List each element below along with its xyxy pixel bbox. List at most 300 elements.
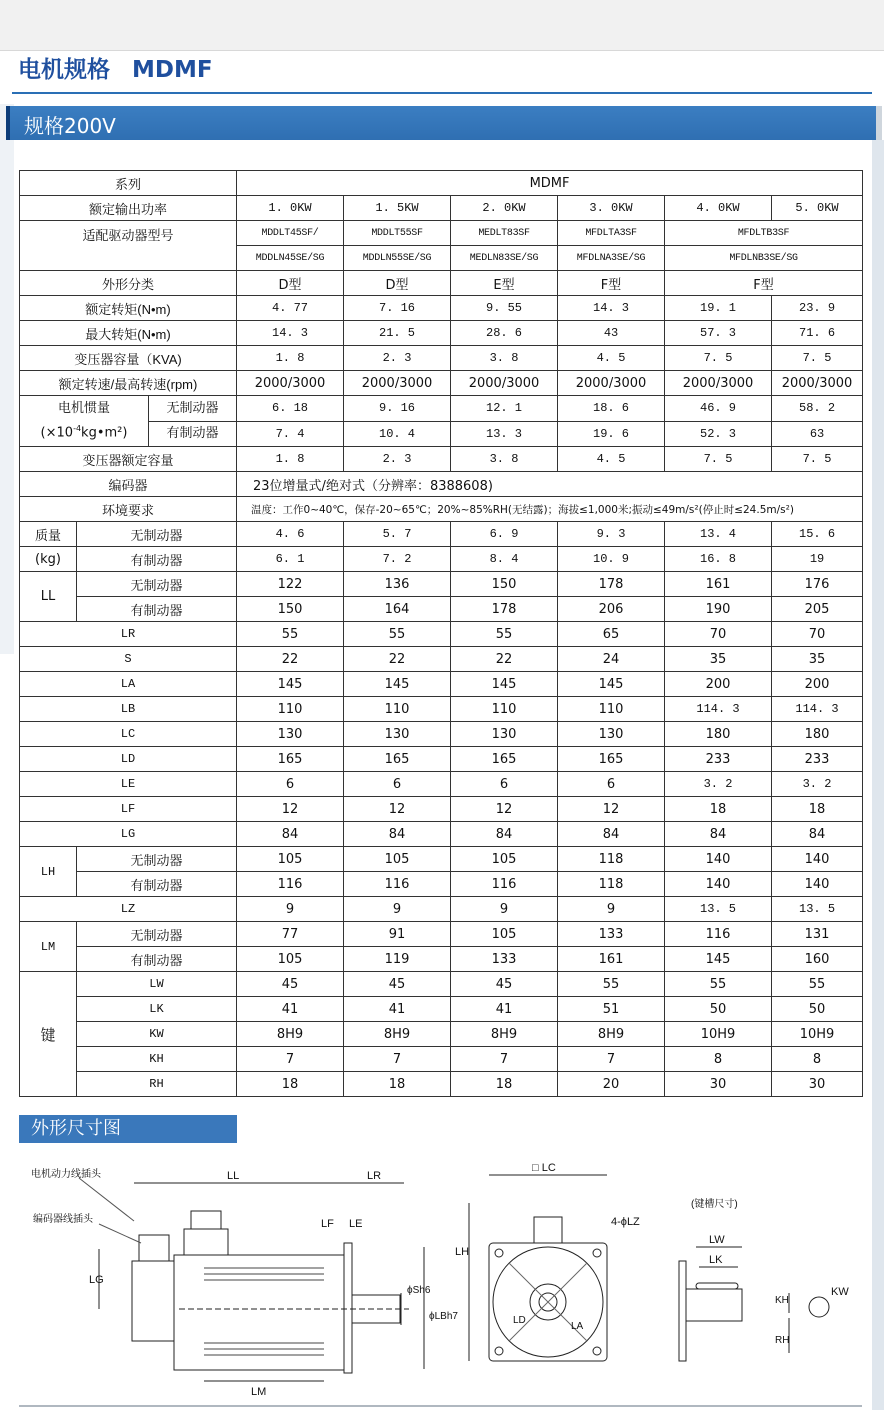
cell: 8 — [665, 1047, 772, 1072]
cell: 71. 6 — [772, 321, 863, 346]
env-value: 温度：工作0~40℃，保存-20~65℃；20%~85%RH(无结露)；海拔≤1,000米;振动≤49m/s²(停止时≤24.5m/s²) — [237, 497, 863, 522]
max-torque-label: 最大转矩(N•m) — [20, 321, 237, 346]
cell: 10H9 — [665, 1022, 772, 1047]
cell: 2000/3000 — [344, 371, 451, 396]
outline-drawing — [19, 1143, 862, 1405]
cell: 22 — [344, 647, 451, 672]
cell: 3. 8 — [451, 346, 558, 371]
cell: 150 — [451, 572, 558, 597]
ll-no-brake: 无制动器 — [77, 572, 237, 597]
cell: 41 — [237, 997, 344, 1022]
cell: MFDLTB3SF — [665, 221, 863, 246]
encoder-plug-leader — [99, 1224, 141, 1243]
inertia-unit-b: kg•m²) — [81, 425, 128, 441]
row-env — [20, 497, 863, 522]
cell: 3. 2 — [772, 772, 863, 797]
cell: 205 — [772, 597, 863, 622]
row-lb — [20, 697, 863, 722]
cell: 14. 3 — [237, 321, 344, 346]
cell: 6 — [237, 772, 344, 797]
cell: 4. 0KW — [665, 196, 772, 221]
cell: 84 — [344, 822, 451, 847]
ll-label: LL — [227, 1170, 240, 1182]
cell: 55 — [665, 972, 772, 997]
keyway-shaft — [686, 1289, 742, 1321]
cell: 65 — [558, 622, 665, 647]
cell: 15. 6 — [772, 522, 863, 547]
cell: 19. 6 — [558, 421, 665, 447]
cell: 116 — [344, 872, 451, 897]
keyway-detail — [679, 1247, 829, 1361]
cell: 9. 16 — [344, 396, 451, 422]
row-ld — [20, 747, 863, 772]
cell: 10. 9 — [558, 547, 665, 572]
cell: 77 — [237, 922, 344, 947]
kh-label: KH — [77, 1047, 237, 1072]
cell: 110 — [344, 697, 451, 722]
cell: 6. 9 — [451, 522, 558, 547]
lw-label: LW — [77, 972, 237, 997]
cell: 145 — [558, 672, 665, 697]
cell: 50 — [772, 997, 863, 1022]
cell: 7 — [237, 1047, 344, 1072]
cell: 9 — [558, 897, 665, 922]
encoder-label: 编码器 — [20, 472, 237, 497]
bottom-border — [19, 1405, 862, 1407]
cell: 18 — [344, 1072, 451, 1097]
keyway-section-circle — [809, 1297, 829, 1317]
le-label: LE — [349, 1218, 363, 1230]
cell: 105 — [237, 947, 344, 972]
cell: 114. 3 — [665, 697, 772, 722]
env-label: 环境要求 — [20, 497, 237, 522]
cell: 19 — [772, 547, 863, 572]
lf-label: LF — [20, 797, 237, 822]
lw-label: LW — [709, 1234, 725, 1246]
cell: 8H9 — [558, 1022, 665, 1047]
cell: 1. 8 — [237, 346, 344, 371]
lc-label: LC — [20, 722, 237, 747]
cell: 7. 2 — [344, 547, 451, 572]
cell: F型 — [558, 271, 665, 296]
cell: 9. 3 — [558, 522, 665, 547]
cell: 13. 5 — [665, 897, 772, 922]
kh-label: KH — [775, 1295, 789, 1306]
mounting-hole — [495, 1347, 503, 1355]
cell: 233 — [772, 747, 863, 772]
cell: 178 — [451, 597, 558, 622]
inertia-no-brake: 无制动器 — [149, 396, 236, 422]
lk-label: LK — [77, 997, 237, 1022]
la-label: LA — [20, 672, 237, 697]
cell: 105 — [451, 847, 558, 872]
cell: 160 — [772, 947, 863, 972]
cell: 2. 0KW — [451, 196, 558, 221]
cell: 119 — [344, 947, 451, 972]
cell: D型 — [344, 271, 451, 296]
keyway-slot — [696, 1283, 738, 1289]
cell: 178 — [558, 572, 665, 597]
cell: E型 — [451, 271, 558, 296]
row-la — [20, 672, 863, 697]
inertia-unit — [20, 419, 148, 443]
cell: 18 — [451, 1072, 558, 1097]
speed-label: 额定转速/最高转速(rpm) — [20, 371, 237, 396]
motor-body-outline — [174, 1255, 344, 1370]
cell: 12 — [451, 797, 558, 822]
le-label: LE — [20, 772, 237, 797]
cell: 4. 5 — [558, 447, 665, 472]
cell: 91 — [344, 922, 451, 947]
cell: 10H9 — [772, 1022, 863, 1047]
row-rh — [20, 1072, 863, 1097]
front-connector — [534, 1217, 562, 1243]
lf-label: LF — [321, 1218, 334, 1230]
cell: 140 — [665, 872, 772, 897]
cell: 12 — [344, 797, 451, 822]
cell: 233 — [665, 747, 772, 772]
row-speed — [20, 371, 863, 396]
transformer-label: 变压器容量（KVA) — [20, 346, 237, 371]
inertia-label-1: 电机惯量 — [57, 400, 110, 416]
page-title — [18, 51, 213, 84]
mounting-hole — [593, 1249, 601, 1257]
rh-label: RH — [775, 1335, 790, 1346]
cell: 130 — [344, 722, 451, 747]
cell: 2000/3000 — [558, 371, 665, 396]
cell: 140 — [772, 847, 863, 872]
cell: 63 — [772, 421, 863, 447]
page-title-model: MDMF — [132, 57, 213, 83]
cell: 19. 1 — [665, 296, 772, 321]
cell: 140 — [665, 847, 772, 872]
cell: 84 — [237, 822, 344, 847]
lh-label: LH — [20, 847, 77, 897]
lg-label: LG — [20, 822, 237, 847]
cell: 13. 5 — [772, 897, 863, 922]
cell: MEDLT83SF — [451, 221, 558, 246]
cell: 133 — [558, 922, 665, 947]
mounting-hole — [593, 1347, 601, 1355]
ld-label: LD — [20, 747, 237, 772]
cell: 130 — [558, 722, 665, 747]
kw-label: KW — [77, 1022, 237, 1047]
cell: 21. 5 — [344, 321, 451, 346]
cell: 12. 1 — [451, 396, 558, 422]
cell: 164 — [344, 597, 451, 622]
cell: D型 — [237, 271, 344, 296]
row-mass-nb — [20, 522, 863, 547]
inertia-unit-a: (×10 — [40, 425, 74, 441]
cell: 122 — [237, 572, 344, 597]
cell: 4. 6 — [237, 522, 344, 547]
series-value: MDMF — [237, 171, 863, 196]
cell: 23. 9 — [772, 296, 863, 321]
cell: 116 — [451, 872, 558, 897]
transformer2-label: 变压器额定容量 — [20, 447, 237, 472]
cell: 18. 6 — [558, 396, 665, 422]
drawing-section-title: 外形尺寸图 — [19, 1115, 237, 1143]
section-accent — [6, 106, 10, 140]
cell: 12 — [237, 797, 344, 822]
cell: 9. 55 — [451, 296, 558, 321]
lm-no-brake: 无制动器 — [77, 922, 237, 947]
lm-label: LM — [20, 922, 77, 972]
row-le — [20, 772, 863, 797]
cell: 4. 5 — [558, 346, 665, 371]
row-ll-wb — [20, 597, 863, 622]
right-background-strip — [872, 140, 884, 1410]
row-lm-nb — [20, 922, 863, 947]
cell: 105 — [451, 922, 558, 947]
cell: MEDLN83SE/SG — [451, 246, 558, 271]
cell: 55 — [451, 622, 558, 647]
s-label: S — [20, 647, 237, 672]
inertia-with-brake: 有制动器 — [166, 426, 219, 441]
cell: MFDLNA3SE/SG — [558, 246, 665, 271]
cell: 165 — [558, 747, 665, 772]
section-title: 规格200V — [24, 114, 116, 138]
cell: 14. 3 — [558, 296, 665, 321]
cell: 30 — [665, 1072, 772, 1097]
cell: 165 — [237, 747, 344, 772]
cell: 45 — [451, 972, 558, 997]
cell: 118 — [558, 847, 665, 872]
row-series — [20, 171, 863, 196]
cell: 2. 3 — [344, 447, 451, 472]
lk-label: LK — [709, 1254, 723, 1266]
lr-label: LR — [20, 622, 237, 647]
cell: 130 — [237, 722, 344, 747]
cell: 136 — [344, 572, 451, 597]
cell: 52. 3 — [665, 421, 772, 447]
row-lh-nb — [20, 847, 863, 872]
mass-no-brake: 无制动器 — [77, 522, 237, 547]
inertia-label — [20, 396, 237, 447]
lz-label: 4-ϕLZ — [611, 1216, 640, 1228]
cell: 200 — [772, 672, 863, 697]
cell: 58. 2 — [772, 396, 863, 422]
lbh7-label: ϕLBh7 — [429, 1311, 458, 1322]
cell: 8H9 — [237, 1022, 344, 1047]
ld-label: LD — [513, 1315, 526, 1326]
top-bar — [0, 0, 884, 51]
cell: 9 — [344, 897, 451, 922]
cell: 1. 8 — [237, 447, 344, 472]
cell: 8 — [772, 1047, 863, 1072]
row-mass-wb — [20, 547, 863, 572]
cell: 7 — [558, 1047, 665, 1072]
lg-label: LG — [89, 1274, 104, 1286]
power-plug-body — [184, 1229, 228, 1255]
cell: 7 — [344, 1047, 451, 1072]
cell: 165 — [344, 747, 451, 772]
row-max-torque — [20, 321, 863, 346]
cell: 84 — [772, 822, 863, 847]
cell: 131 — [772, 922, 863, 947]
cell: 3. 0KW — [558, 196, 665, 221]
lb-label: LB — [20, 697, 237, 722]
cell: 20 — [558, 1072, 665, 1097]
cell: 51 — [558, 997, 665, 1022]
cell: 4. 77 — [237, 296, 344, 321]
cell: MFDLNB3SE/SG — [665, 246, 863, 271]
lr-label: LR — [367, 1170, 382, 1182]
cell: 45 — [237, 972, 344, 997]
cell: 55 — [237, 622, 344, 647]
cell: 7. 5 — [665, 346, 772, 371]
cell: 84 — [665, 822, 772, 847]
row-lg — [20, 822, 863, 847]
cell: 1. 5KW — [344, 196, 451, 221]
cell: 43 — [558, 321, 665, 346]
cell: 105 — [237, 847, 344, 872]
cell: 8H9 — [344, 1022, 451, 1047]
cell: 180 — [772, 722, 863, 747]
encoder-plug-top — [139, 1235, 169, 1261]
lh-label: LH — [455, 1246, 470, 1258]
motor-side-view — [79, 1178, 424, 1381]
row-ll-nb — [20, 572, 863, 597]
cell: 13. 4 — [665, 522, 772, 547]
cell: 7 — [451, 1047, 558, 1072]
power-plug-label: 电机动力线插头 — [31, 1169, 101, 1180]
cell: 145 — [344, 672, 451, 697]
power-plug-top — [191, 1211, 221, 1229]
left-background-strip — [0, 104, 14, 654]
cell: 7. 5 — [772, 346, 863, 371]
cell: 116 — [237, 872, 344, 897]
mass-label: 质量 — [20, 522, 77, 547]
cell: 200 — [665, 672, 772, 697]
row-kh — [20, 1047, 863, 1072]
lc-label: □ LC — [532, 1162, 556, 1174]
cell: 180 — [665, 722, 772, 747]
cell: 145 — [451, 672, 558, 697]
mass-unit: (kg) — [20, 547, 77, 572]
cell: 110 — [558, 697, 665, 722]
row-kw — [20, 1022, 863, 1047]
row-shape — [20, 271, 863, 296]
cell: 28. 6 — [451, 321, 558, 346]
cell: 57. 3 — [665, 321, 772, 346]
cell: 45 — [344, 972, 451, 997]
cell: 105 — [344, 847, 451, 872]
rh-label: RH — [77, 1072, 237, 1097]
cell: 6. 18 — [237, 396, 344, 422]
row-encoder — [20, 472, 863, 497]
cell: 7. 5 — [665, 447, 772, 472]
cell: 22 — [237, 647, 344, 672]
spec-table — [19, 170, 863, 1097]
cell: 7. 16 — [344, 296, 451, 321]
cell: 13. 3 — [451, 421, 558, 447]
row-lk — [20, 997, 863, 1022]
series-label: 系列 — [20, 171, 237, 196]
power-label: 额定输出功率 — [20, 196, 237, 221]
mass-with-brake: 有制动器 — [77, 547, 237, 572]
cell: 35 — [772, 647, 863, 672]
row-lm-wb — [20, 947, 863, 972]
cell: 190 — [665, 597, 772, 622]
cell: 55 — [558, 972, 665, 997]
cell: 6 — [451, 772, 558, 797]
cell: 2000/3000 — [665, 371, 772, 396]
cell: 9 — [237, 897, 344, 922]
cell: 7. 5 — [772, 447, 863, 472]
cell: 114. 3 — [772, 697, 863, 722]
cell: 30 — [772, 1072, 863, 1097]
cell: 110 — [451, 697, 558, 722]
row-lh-wb — [20, 872, 863, 897]
section-header — [6, 106, 882, 140]
cell: 46. 9 — [665, 396, 772, 422]
lz-label: LZ — [20, 897, 237, 922]
cell: 6 — [558, 772, 665, 797]
cell: 9 — [451, 897, 558, 922]
cell: 133 — [451, 947, 558, 972]
cell: 130 — [451, 722, 558, 747]
cell: 55 — [344, 622, 451, 647]
cell: MDDLT55SF — [344, 221, 451, 246]
cell: MDDLN55SE/SG — [344, 246, 451, 271]
lh-no-brake: 无制动器 — [77, 847, 237, 872]
cell: 70 — [772, 622, 863, 647]
cell: 24 — [558, 647, 665, 672]
motor-front-view — [469, 1175, 607, 1361]
cell: 150 — [237, 597, 344, 622]
row-power — [20, 196, 863, 221]
cell: 18 — [237, 1072, 344, 1097]
mounting-hole — [495, 1249, 503, 1257]
cell: 2000/3000 — [772, 371, 863, 396]
row-torque — [20, 296, 863, 321]
sh6-label: ϕSh6 — [407, 1285, 431, 1296]
cell: 7. 4 — [237, 421, 344, 447]
cell: 84 — [558, 822, 665, 847]
encoder-plug-label: 编码器线插头 — [33, 1214, 93, 1225]
encoder-value: 23位增量式/绝对式（分辨率：8388608) — [237, 472, 863, 497]
cell: MDDLT45SF/ — [237, 221, 344, 246]
cell: 22 — [451, 647, 558, 672]
cell: 70 — [665, 622, 772, 647]
cell: 161 — [665, 572, 772, 597]
flange — [344, 1243, 352, 1373]
cell: 145 — [237, 672, 344, 697]
row-driver-1 — [20, 221, 863, 246]
body-fins — [204, 1268, 324, 1355]
cell: 6 — [344, 772, 451, 797]
keyway-flange — [679, 1261, 686, 1361]
cell: 116 — [665, 922, 772, 947]
cell: 8. 4 — [451, 547, 558, 572]
cell: 10. 4 — [344, 421, 451, 447]
torque-label: 额定转矩(N•m) — [20, 296, 237, 321]
cell: 55 — [772, 972, 863, 997]
cell: 18 — [665, 797, 772, 822]
row-lr — [20, 622, 863, 647]
row-transformer — [20, 346, 863, 371]
cell: 8H9 — [451, 1022, 558, 1047]
row-lz — [20, 897, 863, 922]
keyway-label: (键槽尺寸) — [691, 1199, 738, 1210]
lm-with-brake: 有制动器 — [77, 947, 237, 972]
la-label: LA — [571, 1321, 584, 1332]
ll-label: LL — [20, 572, 77, 622]
cell: 140 — [772, 872, 863, 897]
inertia-unit-sup: -4 — [73, 423, 82, 433]
shape-label: 外形分类 — [20, 271, 237, 296]
